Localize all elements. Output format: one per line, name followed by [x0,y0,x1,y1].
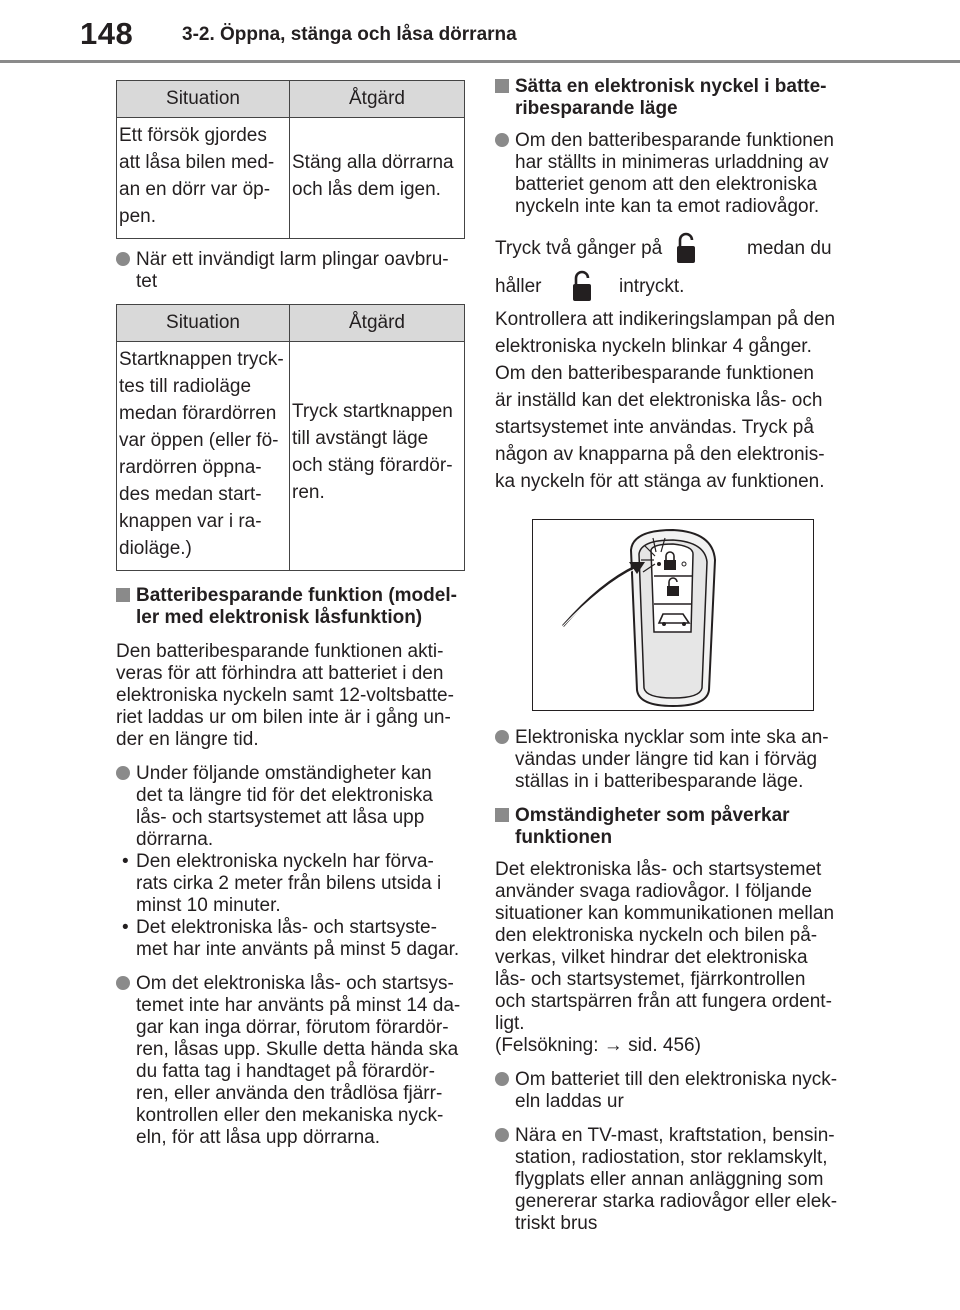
text-line: Elektroniska nycklar som inte ska an- [515,727,829,748]
text-line: ren, eller använda den trådlösa fjärr- [136,1083,443,1104]
text-line: veras för att förhindra att batteriet i den [116,663,444,684]
action-cell [290,342,465,571]
bullet-dot [116,252,130,266]
text-line: ren, låsas upp. Skulle detta hända ska [136,1039,459,1060]
table-header-action: Åtgärd [290,305,465,342]
text-line: knappen var i ra- [119,511,262,532]
text-line: batteriet genom att den elektroniska [515,174,818,195]
text-line: an en dörr var öp- [119,179,271,200]
heading-set-key [495,76,855,120]
action-cell [290,118,465,239]
text-line: triskt brus [515,1213,598,1234]
heading-square [116,588,130,602]
text-line: ren. [292,482,325,503]
troubleshoot-reference: (Felsökning: → sid. 456) [495,1035,701,1056]
text-line: station, radiostation, stor reklamskylt, [515,1147,828,1168]
text-line: elektroniska nyckeln blinkar 4 gånger. [495,336,812,357]
text-line: Om den batteribesparande funktionen [495,363,814,384]
text-line: riet laddas ur om bilen inte är i gång un- [116,707,451,728]
text-line: det ta längre tid för det elektroniska [136,785,433,806]
text-line: Om den batteribesparande funktionen [515,130,834,151]
heading-battery-saving [116,585,466,629]
text-line: pen. [119,206,156,227]
right-column [495,76,855,1235]
press-line-2: håller intryckt. [495,268,855,306]
bullet-14-days [116,973,466,1149]
heading-square [495,79,509,93]
text-line: någon av knapparna på den elektronis- [495,444,825,465]
text-line: och startspärren från att fungera ordent- [495,991,832,1012]
table-door-open [116,80,465,239]
text-line: met har inte använts på minst 5 dagar. [136,939,460,960]
text-line: Startknappen tryck- [119,349,284,370]
text-line: Det elektroniska lås- och startsystemet [495,859,822,880]
page-number: 148 [80,16,134,51]
text-line: ställas in i batteribesparande läge. [515,771,804,792]
text-line: funktionen [515,827,613,848]
left-column [116,80,466,1149]
bullet-dot [495,1128,509,1142]
text-line: har ställts in minimeras urladdning av [515,152,829,173]
text-line: ler med elektronisk låsfunktion) [136,607,423,628]
text-line: dioläge.) [119,538,192,559]
text-line: var öppen (eller fö- [119,430,279,451]
text-line: använder svaga radiovågor. I följande [495,881,812,902]
text-line: flygplats eller annan anläggning som [515,1169,824,1190]
text-line: Om batteriet till den elektroniska nyck- [515,1069,838,1090]
text-line: Batteribesparande funktion (model- [136,585,457,606]
text-line: den elektroniska nyckeln och bilen på- [495,925,818,946]
lock-button-icon [567,268,597,310]
bullet-dot [116,766,130,780]
dash-item-unused: • Det elektroniska lås- och startsyste- met har inte använts på minst 5 dagar. [116,917,466,961]
text-line: eln laddas ur [515,1091,624,1112]
text-line: startsystemet inte användas. Tryck på [495,417,814,438]
bullet-store-keys [495,727,855,793]
heading-affecting-circumstances [495,805,855,849]
text-line: ribesparande läge [515,98,678,119]
text-line: Under följande omständigheter kan [136,763,432,784]
battery-paragraph [116,641,466,751]
text-line: Tryck startknappen [292,401,453,422]
text-line: rats cirka 2 meter från bilens utsida i [136,873,442,894]
text-line: och lås dem igen. [292,179,441,200]
check-paragraph [495,306,855,495]
text-line: När ett invändigt larm plingar oavbru- [136,249,449,270]
text-line: och stäng förardör- [292,455,453,476]
section-title: 3-2. Öppna, stänga och låsa dörrarna [182,24,517,45]
text-line: vändas under längre tid kan i förväg [515,749,818,770]
text-line: nyckeln inte kan ta emot radiovågor. [515,196,820,217]
text-line: tes till radioläge [119,376,252,397]
text-line: verkas, vilket hindrar det elektroniska [495,947,808,968]
header-divider [0,60,960,63]
text-line: des medan start- [119,484,262,505]
text-line: Det elektroniska lås- och startsyste- [136,917,437,938]
text-line: lås- och startsystemet att låsa upp [136,807,425,828]
table-header-situation: Situation [117,305,290,342]
text-line: temet inte har använts på minst 14 da- [136,995,461,1016]
text-line: gar kan inga dörrar, förutom förardör- [136,1017,449,1038]
text-line: elektroniska nyckeln samt 12-voltsbatte- [116,685,454,706]
text-line: genererar starka radiovågor eller elek- [515,1191,838,1212]
table-header-action: Åtgärd [290,81,465,118]
text-line: kontrollen eller den mekaniska nyck- [136,1105,444,1126]
text-line: att låsa bilen med- [119,152,275,173]
situation-cell [117,342,290,571]
text-line: är inställd kan det elektroniska lås- och [495,390,823,411]
text-line: rardörren öppna- [119,457,262,478]
press-line-1: Tryck två gånger på medan du [495,230,855,268]
key-fob-illustration [532,519,814,711]
text-line: dörrarna. [136,829,214,850]
heading-square [495,808,509,822]
text-line: Omständigheter som påverkar [515,805,790,826]
text-line: medan förardörren [119,403,277,424]
text-line: Nära en TV-mast, kraftstation, bensin- [515,1125,835,1146]
text-line: Den batteribesparande funktionen akti- [116,641,444,662]
dash-item-distance: • Den elektroniska nyckeln har förva- rats cirka 2 meter från bilens utsida i minst 10 minuter. [116,851,466,917]
table-header-situation: Situation [117,81,290,118]
text-line: Om det elektroniska lås- och startsys- [136,973,454,994]
page-header [0,0,960,66]
bullet-radio-interference [495,1125,855,1235]
text-line: der en längre tid. [116,729,259,750]
bullet-dot [495,133,509,147]
text-line: ligt. [495,1013,525,1034]
text-line: Sätta en elektronisk nyckel i batte- [515,76,827,97]
text-line: Den elektroniska nyckeln har förva- [136,851,434,872]
text-line: eln, för att låsa upp dörrarna. [136,1127,380,1148]
text-line: minst 10 minuter. [136,895,281,916]
bullet-dot [495,1072,509,1086]
bullet-dot [495,730,509,744]
text-line: Kontrollera att indikeringslampan på den [495,309,836,330]
bullet-battery-low [495,1069,855,1113]
table-radio-mode [116,304,465,571]
text-line: ka nyckeln för att stänga av funktionen. [495,471,825,492]
page-reference-link[interactable]: sid. 456) [628,1035,701,1056]
text-line: tet [136,271,158,292]
text-line: Stäng alla dörrarna [292,152,454,173]
text-line: situationer kan kommunikationen mellan [495,903,835,924]
bullet-set-key [495,130,855,218]
bullet-alarm [116,249,466,293]
smart-key-icon [533,520,813,710]
bullet-dot [116,976,130,990]
text-line: till avstängt läge [292,428,429,449]
affect-paragraph [495,859,855,1035]
text-line: Ett försök gjordes [119,125,267,146]
arrow-right-icon: → [603,1035,623,1056]
text-line: lås- och startsystemet, fjärrkontrollen [495,969,806,990]
text-line: du fatta tag i handtaget på förardör- [136,1061,435,1082]
lock-button-icon [671,230,701,272]
bullet-conditions [116,763,466,851]
situation-cell [117,118,290,239]
